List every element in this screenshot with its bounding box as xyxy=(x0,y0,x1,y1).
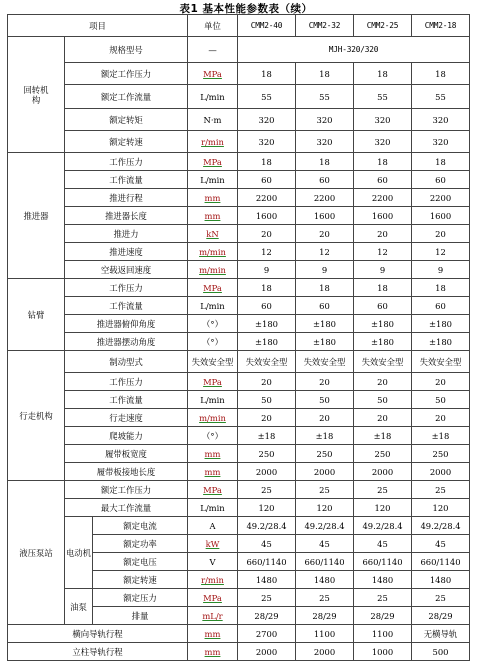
value-cell: 2700 xyxy=(238,625,296,643)
subsection-label: 油泵 xyxy=(65,589,93,625)
value-cell: 9 xyxy=(354,261,412,279)
value-cell: 无横导轨 xyxy=(412,625,470,643)
header-unit: 单位 xyxy=(188,15,238,37)
table-row xyxy=(8,37,470,63)
value-cell: 250 xyxy=(412,445,470,463)
row-label: 立柱导轨行程 xyxy=(8,643,188,661)
table-row xyxy=(8,643,470,661)
row-label: 额定功率 xyxy=(93,535,188,553)
value-cell: 2200 xyxy=(354,189,412,207)
table-row xyxy=(8,373,470,391)
table-row xyxy=(8,463,470,481)
table-row xyxy=(8,315,470,333)
table-row xyxy=(8,63,470,85)
subsection-label: 电动机 xyxy=(65,517,93,589)
value-cell: 50 xyxy=(354,391,412,409)
value-cell: 120 xyxy=(238,499,296,517)
value-cell: 49.2/28.4 xyxy=(412,517,470,535)
value-cell: 120 xyxy=(354,499,412,517)
unit-cell: V xyxy=(188,553,238,571)
unit-cell: m/min xyxy=(188,243,238,261)
table-row xyxy=(8,427,470,445)
value-cell: 18 xyxy=(354,279,412,297)
value-cell: 18 xyxy=(412,279,470,297)
table-row xyxy=(8,153,470,171)
header-item: 项目 xyxy=(8,15,188,37)
unit-cell: mL/r xyxy=(188,607,238,625)
value-cell: 60 xyxy=(354,171,412,189)
value-cell: 50 xyxy=(412,391,470,409)
value-cell: 18 xyxy=(354,63,412,85)
value-cell: 320 xyxy=(412,109,470,131)
unit-cell: MPa xyxy=(188,279,238,297)
table-row xyxy=(8,109,470,131)
value-cell: 60 xyxy=(238,297,296,315)
value-cell: 320 xyxy=(354,131,412,153)
value-cell: ±180 xyxy=(296,333,354,351)
value-cell: 20 xyxy=(238,373,296,391)
parameter-table xyxy=(7,14,470,661)
table-row xyxy=(8,589,470,607)
section-label: 推进器 xyxy=(8,153,65,279)
value-cell: 18 xyxy=(412,63,470,85)
section-label: 液压泵站 xyxy=(8,481,65,625)
row-label: 工作压力 xyxy=(65,153,188,171)
row-label: 额定压力 xyxy=(93,589,188,607)
value-cell: 20 xyxy=(412,409,470,427)
header-model: CMM2-18 xyxy=(412,15,470,37)
value-cell: 660/1140 xyxy=(238,553,296,571)
value-cell: 失效安全型 xyxy=(354,351,412,373)
value-cell: 18 xyxy=(296,63,354,85)
value-cell: 49.2/28.4 xyxy=(238,517,296,535)
table-row xyxy=(8,131,470,153)
row-label: 额定工作压力 xyxy=(65,63,188,85)
unit-cell: （°） xyxy=(188,333,238,351)
section-label: 钻臂 xyxy=(8,279,65,351)
row-label: 工作流量 xyxy=(65,171,188,189)
unit-cell: kN xyxy=(188,225,238,243)
value-cell: 25 xyxy=(238,589,296,607)
value-cell: 1480 xyxy=(412,571,470,589)
unit-cell: A xyxy=(188,517,238,535)
table-row xyxy=(8,351,470,373)
table-row xyxy=(8,391,470,409)
table-row xyxy=(8,243,470,261)
value-cell: 18 xyxy=(296,153,354,171)
value-cell: 60 xyxy=(238,171,296,189)
row-label: 额定电流 xyxy=(93,517,188,535)
value-cell: 9 xyxy=(238,261,296,279)
value-cell: 1480 xyxy=(354,571,412,589)
value-cell: 60 xyxy=(412,297,470,315)
value-cell: 18 xyxy=(354,153,412,171)
table-row xyxy=(8,261,470,279)
unit-cell: r/min xyxy=(188,571,238,589)
value-cell: ±18 xyxy=(238,427,296,445)
value-cell: 320 xyxy=(412,131,470,153)
value-cell: 20 xyxy=(354,225,412,243)
table-row xyxy=(8,279,470,297)
row-label: 横向导轨行程 xyxy=(8,625,188,643)
value-cell: 45 xyxy=(238,535,296,553)
value-cell: 60 xyxy=(354,297,412,315)
value-cell: 320 xyxy=(238,109,296,131)
unit-cell: MPa xyxy=(188,589,238,607)
value-cell: 25 xyxy=(412,481,470,499)
row-label: 推进力 xyxy=(65,225,188,243)
row-label: 额定电压 xyxy=(93,553,188,571)
value-cell: 45 xyxy=(296,535,354,553)
value-cell: 20 xyxy=(296,373,354,391)
value-cell: ±180 xyxy=(238,315,296,333)
value-cell: 55 xyxy=(238,85,296,109)
value-cell: 18 xyxy=(238,279,296,297)
section-label: 行走机构 xyxy=(8,351,65,481)
value-cell: 9 xyxy=(412,261,470,279)
unit-cell: mm xyxy=(188,643,238,661)
value-cell: 20 xyxy=(296,409,354,427)
value-cell: ±18 xyxy=(354,427,412,445)
value-cell: 12 xyxy=(354,243,412,261)
unit-cell: L/min xyxy=(188,85,238,109)
value-cell: 28/29 xyxy=(296,607,354,625)
unit-cell: MPa xyxy=(188,481,238,499)
value-cell: 60 xyxy=(296,171,354,189)
value-cell: 12 xyxy=(238,243,296,261)
value-cell: 55 xyxy=(296,85,354,109)
value-cell: 120 xyxy=(412,499,470,517)
header-model: CMM2-25 xyxy=(354,15,412,37)
value-cell: 50 xyxy=(238,391,296,409)
value-cell: ±180 xyxy=(354,333,412,351)
value-cell: 25 xyxy=(296,589,354,607)
row-label: 工作流量 xyxy=(65,391,188,409)
value-cell: 250 xyxy=(354,445,412,463)
value-cell: 2200 xyxy=(238,189,296,207)
value-cell: 20 xyxy=(238,225,296,243)
value-cell: 49.2/28.4 xyxy=(354,517,412,535)
value-cell: 25 xyxy=(354,589,412,607)
value-cell: 2200 xyxy=(412,189,470,207)
value-cell: 25 xyxy=(296,481,354,499)
value-cell: 20 xyxy=(412,373,470,391)
table-row xyxy=(8,409,470,427)
row-label: 推进器摆动角度 xyxy=(65,333,188,351)
value-cell: 18 xyxy=(238,63,296,85)
row-label: 工作流量 xyxy=(65,297,188,315)
row-label: 额定转矩 xyxy=(65,109,188,131)
value-cell: 120 xyxy=(296,499,354,517)
table-row xyxy=(8,499,470,517)
value-cell: 1100 xyxy=(354,625,412,643)
value-cell: 2000 xyxy=(296,643,354,661)
header-model: CMM2-40 xyxy=(238,15,296,37)
section-label: 回转机构 xyxy=(8,37,65,153)
value-cell: 250 xyxy=(296,445,354,463)
row-label: 爬坡能力 xyxy=(65,427,188,445)
value-cell: 55 xyxy=(412,85,470,109)
value-cell: 660/1140 xyxy=(412,553,470,571)
row-label: 空载返回速度 xyxy=(65,261,188,279)
table-row xyxy=(8,481,470,499)
value-cell: 1480 xyxy=(238,571,296,589)
row-label: 推进器俯仰角度 xyxy=(65,315,188,333)
value-cell: 失效安全型 xyxy=(296,351,354,373)
value-cell: 28/29 xyxy=(354,607,412,625)
value-cell: 1600 xyxy=(296,207,354,225)
value-cell: 2000 xyxy=(412,463,470,481)
unit-cell: m/min xyxy=(188,261,238,279)
table-row xyxy=(8,85,470,109)
value-cell: 1100 xyxy=(296,625,354,643)
value-cell: 12 xyxy=(412,243,470,261)
unit-cell: mm xyxy=(188,207,238,225)
table-row xyxy=(8,171,470,189)
row-label: 额定转速 xyxy=(65,131,188,153)
unit-cell: MPa xyxy=(188,373,238,391)
unit-cell: m/min xyxy=(188,409,238,427)
table-row xyxy=(8,333,470,351)
row-label: 制动型式 xyxy=(65,351,188,373)
table-row xyxy=(8,297,470,315)
row-label: 推进速度 xyxy=(65,243,188,261)
value-cell: 500 xyxy=(412,643,470,661)
value-cell: 2200 xyxy=(296,189,354,207)
row-label: 额定转速 xyxy=(93,571,188,589)
table-row xyxy=(8,517,470,535)
value-cell: 320 xyxy=(238,131,296,153)
row-label: 工作压力 xyxy=(65,279,188,297)
table-row xyxy=(8,189,470,207)
value-cell: 1000 xyxy=(354,643,412,661)
value-cell: 1600 xyxy=(238,207,296,225)
value-cell: 2000 xyxy=(354,463,412,481)
unit-cell: L/min xyxy=(188,297,238,315)
value-cell: ±180 xyxy=(238,333,296,351)
row-label: 额定工作流量 xyxy=(65,85,188,109)
value-cell: 28/29 xyxy=(238,607,296,625)
value-cell: 1600 xyxy=(354,207,412,225)
unit-cell: （°） xyxy=(188,427,238,445)
row-label: 排量 xyxy=(93,607,188,625)
value-cell: ±180 xyxy=(296,315,354,333)
value-cell: 20 xyxy=(354,409,412,427)
unit-cell: N·m xyxy=(188,109,238,131)
value-cell: 28/29 xyxy=(412,607,470,625)
row-label: 最大工作流量 xyxy=(65,499,188,517)
value-cell: 失效安全型 xyxy=(412,351,470,373)
value-cell: 2000 xyxy=(296,463,354,481)
value-cell: 失效安全型 xyxy=(238,351,296,373)
row-label: 行走速度 xyxy=(65,409,188,427)
value-cell: ±18 xyxy=(296,427,354,445)
row-label: 履带板宽度 xyxy=(65,445,188,463)
value-cell: 320 xyxy=(296,131,354,153)
value-cell: 25 xyxy=(238,481,296,499)
row-label: 额定工作压力 xyxy=(65,481,188,499)
row-label: 推进行程 xyxy=(65,189,188,207)
value-cell: 2000 xyxy=(238,463,296,481)
unit-cell: L/min xyxy=(188,391,238,409)
value-cell: 20 xyxy=(412,225,470,243)
header-row xyxy=(8,15,470,37)
row-label: 工作压力 xyxy=(65,373,188,391)
value-cell: 18 xyxy=(412,153,470,171)
value-cell: 60 xyxy=(412,171,470,189)
unit-cell: r/min xyxy=(188,131,238,153)
value-cell: 49.2/28.4 xyxy=(296,517,354,535)
unit-cell: MPa xyxy=(188,153,238,171)
value-cell: 9 xyxy=(296,261,354,279)
value-cell: 18 xyxy=(296,279,354,297)
value-cell: 20 xyxy=(296,225,354,243)
unit-cell: mm xyxy=(188,625,238,643)
table-row xyxy=(8,225,470,243)
table-body xyxy=(8,15,470,661)
value-cell: 250 xyxy=(238,445,296,463)
value-cell: 25 xyxy=(412,589,470,607)
value-cell: 1480 xyxy=(296,571,354,589)
unit-cell: — xyxy=(188,37,238,63)
unit-cell: L/min xyxy=(188,499,238,517)
value-cell: 60 xyxy=(296,297,354,315)
unit-cell: mm xyxy=(188,445,238,463)
value-cell: 12 xyxy=(296,243,354,261)
value-cell: 50 xyxy=(296,391,354,409)
value-cell: ±180 xyxy=(412,333,470,351)
value-cell: 45 xyxy=(354,535,412,553)
value-cell: ±18 xyxy=(412,427,470,445)
value-cell: 320 xyxy=(354,109,412,131)
unit-cell: 失效安全型 xyxy=(188,351,238,373)
value-cell: ±180 xyxy=(354,315,412,333)
unit-cell: L/min xyxy=(188,171,238,189)
table-row xyxy=(8,207,470,225)
unit-cell: （°） xyxy=(188,315,238,333)
unit-cell: mm xyxy=(188,463,238,481)
value-cell: 20 xyxy=(238,409,296,427)
value-cell: 2000 xyxy=(238,643,296,661)
header-model: CMM2-32 xyxy=(296,15,354,37)
unit-cell: kW xyxy=(188,535,238,553)
row-label: 履带板接地长度 xyxy=(65,463,188,481)
table-caption: 表1 基本性能参数表（续） xyxy=(179,3,313,15)
value-cell: 320 xyxy=(296,109,354,131)
table-row xyxy=(8,625,470,643)
value-cell: 660/1140 xyxy=(296,553,354,571)
unit-cell: MPa xyxy=(188,63,238,85)
value-cell: 55 xyxy=(354,85,412,109)
value-cell: 20 xyxy=(354,373,412,391)
value-cell: MJH-320/320 xyxy=(238,37,470,63)
row-label: 规格型号 xyxy=(65,37,188,63)
value-cell: 660/1140 xyxy=(354,553,412,571)
unit-cell: mm xyxy=(188,189,238,207)
value-cell: 45 xyxy=(412,535,470,553)
value-cell: 18 xyxy=(238,153,296,171)
value-cell: 25 xyxy=(354,481,412,499)
row-label: 推进器长度 xyxy=(65,207,188,225)
table-row xyxy=(8,445,470,463)
value-cell: ±180 xyxy=(412,315,470,333)
value-cell: 1600 xyxy=(412,207,470,225)
